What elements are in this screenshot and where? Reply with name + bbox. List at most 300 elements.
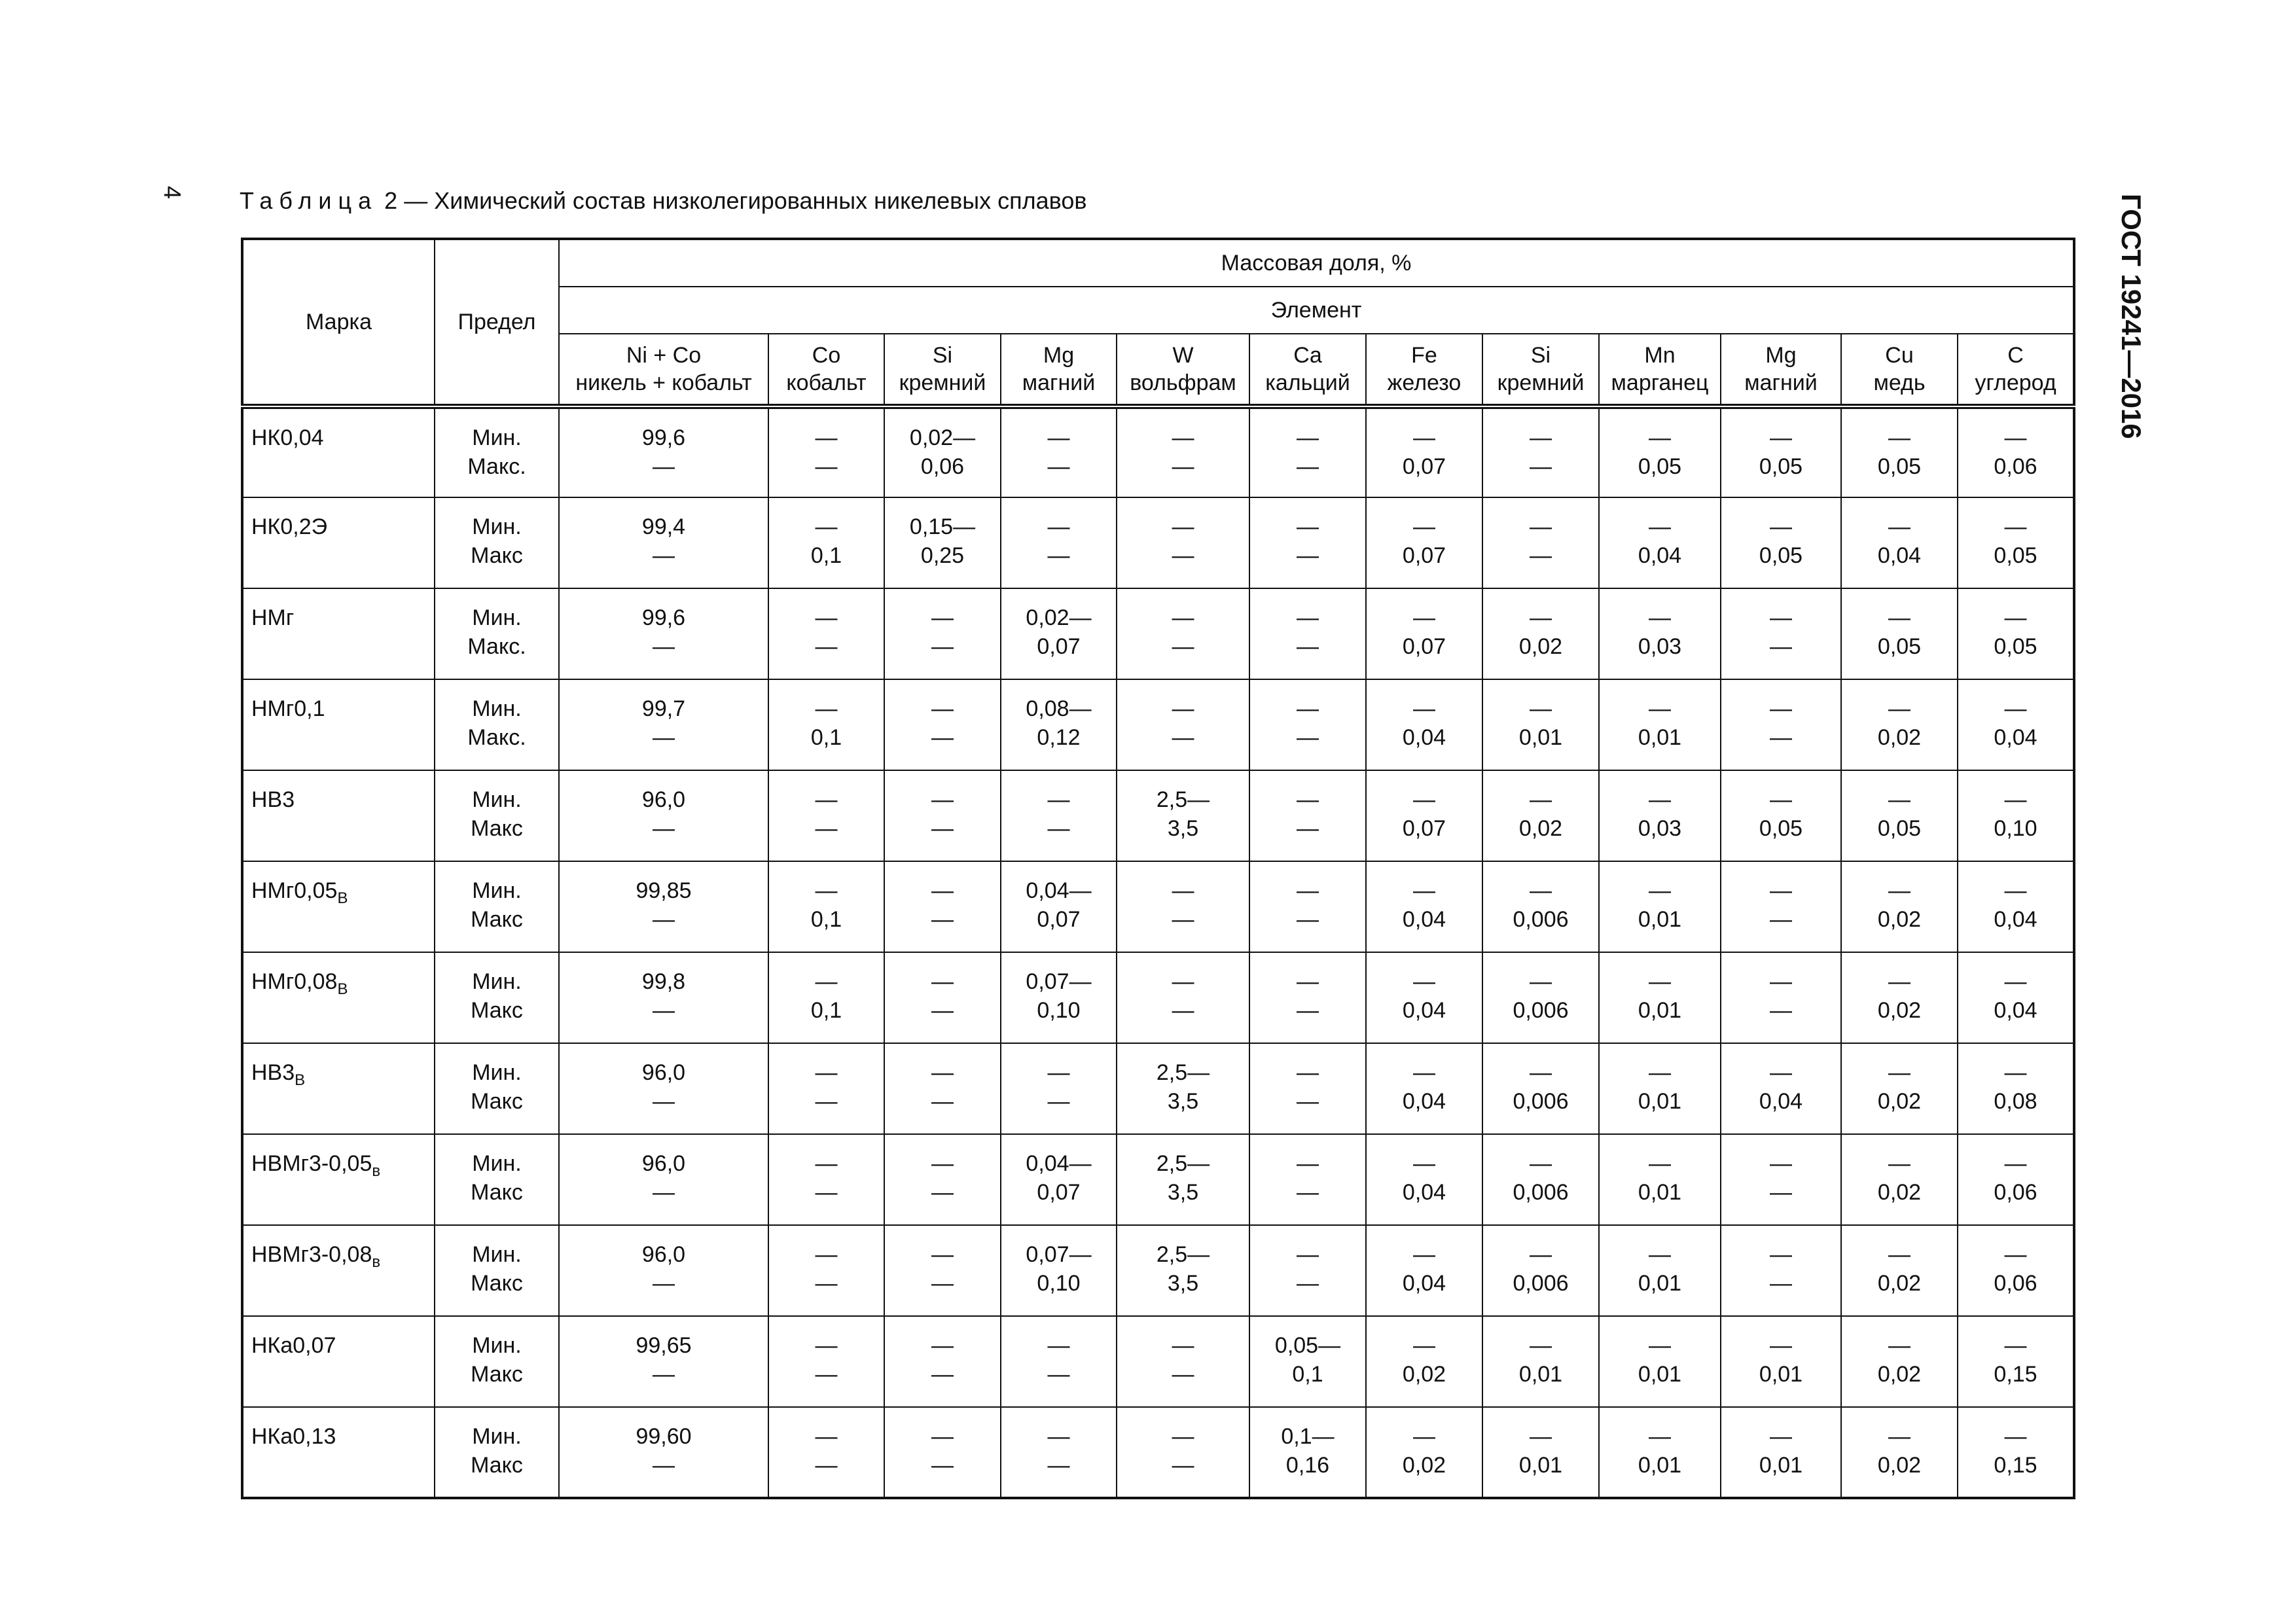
value-min: — [1770, 1060, 1792, 1085]
value-cell [1841, 770, 1958, 861]
value-cell [1841, 861, 1958, 952]
value-cell [1482, 861, 1599, 952]
value-min: — [1172, 605, 1194, 630]
value-cell [559, 1043, 768, 1134]
limit-cell [435, 679, 559, 770]
value-min: 96,0 [641, 1060, 686, 1085]
grade-name: НМг0,1 [251, 696, 325, 721]
value-max: 0,08 [1994, 1089, 2037, 1114]
value-min: — [1888, 605, 1910, 630]
value-max: 0,04 [1402, 998, 1446, 1023]
value-max: — [653, 998, 675, 1023]
value-max: 0,05 [1877, 816, 1922, 841]
element-symbol: Mn [1644, 343, 1676, 368]
header-element-column [1721, 334, 1841, 406]
header-mass-fraction: Массовая доля, % [559, 239, 2074, 287]
value-max: 0,07 [1402, 543, 1446, 568]
value-cell [1599, 1407, 1721, 1498]
value-max: — [931, 1453, 954, 1478]
value-max: 0,02 [1877, 1089, 1922, 1114]
value-max: — [815, 634, 838, 659]
limit-min-label: Мин. [472, 514, 522, 539]
value-max: 0,02 [1877, 1362, 1922, 1387]
value-min: — [1649, 1060, 1671, 1085]
value-cell [1366, 497, 1482, 588]
value-min: — [1297, 425, 1319, 450]
value-cell [559, 679, 768, 770]
value-cell [1841, 497, 1958, 588]
value-max: 0,04 [1402, 1180, 1446, 1205]
limit-min-label: Мин. [472, 696, 522, 721]
value-cell [884, 1043, 1001, 1134]
value-cell [559, 861, 768, 952]
value-max: — [653, 816, 675, 841]
value-cell [1001, 406, 1117, 497]
value-max: 0,05 [1759, 454, 1803, 479]
value-min: — [2004, 1333, 2027, 1358]
value-min: — [815, 514, 838, 539]
element-name: кобальт [786, 370, 867, 395]
value-max: — [815, 454, 838, 479]
table-row [242, 1407, 2074, 1498]
value-max: — [931, 1362, 954, 1387]
value-min: — [1413, 878, 1435, 903]
value-max: — [1297, 816, 1319, 841]
value-cell [1482, 1043, 1599, 1134]
grade-cell [242, 406, 435, 497]
value-min: — [1413, 425, 1435, 450]
value-max: 0,07 [1402, 816, 1446, 841]
value-min: — [1530, 1333, 1552, 1358]
value-max: 0,006 [1513, 1089, 1569, 1114]
value-min: — [2004, 787, 2027, 812]
value-cell [1599, 1134, 1721, 1225]
element-name: магний [1022, 370, 1096, 395]
value-cell [1366, 1225, 1482, 1316]
value-min: — [931, 605, 954, 630]
value-cell [1001, 679, 1117, 770]
value-cell [1249, 588, 1366, 679]
limit-cell [435, 497, 559, 588]
element-symbol: Co [812, 343, 841, 368]
value-max: — [653, 543, 675, 568]
value-max: 0,006 [1513, 1271, 1569, 1296]
limit-max-label: Макс [471, 907, 523, 932]
value-min: — [1770, 605, 1792, 630]
value-min: 0,1— [1281, 1424, 1335, 1449]
limit-min-label: Мин. [472, 969, 522, 994]
table-row [242, 952, 2074, 1043]
value-min: — [1413, 787, 1435, 812]
value-cell [559, 1225, 768, 1316]
value-min: — [1413, 605, 1435, 630]
value-max: 0,12 [1037, 725, 1081, 750]
value-cell [768, 406, 884, 497]
value-max: 0,01 [1638, 1362, 1682, 1387]
value-max: 0,02 [1402, 1453, 1446, 1478]
value-max: 0,05 [1759, 543, 1803, 568]
value-cell [884, 1225, 1001, 1316]
value-max: 0,02 [1877, 1180, 1922, 1205]
limit-cell [435, 770, 559, 861]
element-name: кремний [899, 370, 986, 395]
value-min: — [815, 969, 838, 994]
table-header [242, 239, 2074, 406]
value-min: 0,07— [1026, 1242, 1092, 1267]
value-cell [1482, 1134, 1599, 1225]
header-element-column [1958, 334, 2074, 406]
limit-cell [435, 1407, 559, 1498]
value-max: 0,006 [1513, 998, 1569, 1023]
value-cell [1958, 952, 2074, 1043]
value-cell [1599, 1225, 1721, 1316]
value-max: — [815, 1180, 838, 1205]
value-cell [1841, 1316, 1958, 1407]
value-max: 0,15 [1994, 1362, 2037, 1387]
value-cell [1958, 770, 2074, 861]
limit-max-label: Макс [471, 543, 523, 568]
grade-cell [242, 1407, 435, 1498]
value-min: — [1047, 425, 1070, 450]
value-cell [1366, 406, 1482, 497]
value-min: — [2004, 1060, 2027, 1085]
value-max: 0,07 [1402, 454, 1446, 479]
value-min: 0,04— [1026, 878, 1092, 903]
value-min: — [1649, 1424, 1671, 1449]
value-cell [1366, 679, 1482, 770]
value-max: 0,05 [1877, 634, 1922, 659]
value-max: — [931, 998, 954, 1023]
value-cell [884, 770, 1001, 861]
value-max: — [1047, 816, 1070, 841]
value-cell [1841, 588, 1958, 679]
value-cell [1599, 952, 1721, 1043]
value-max: — [1047, 454, 1070, 479]
value-max: 0,10 [1037, 998, 1081, 1023]
value-min: — [1047, 787, 1070, 812]
limit-max-label: Макс [471, 1362, 523, 1387]
value-min: — [1770, 425, 1792, 450]
table-row [242, 679, 2074, 770]
value-cell [1958, 679, 2074, 770]
value-max: 0,006 [1513, 907, 1569, 932]
value-cell [559, 1134, 768, 1225]
value-min: 0,07— [1026, 969, 1092, 994]
value-max: — [1770, 634, 1792, 659]
element-symbol: Fe [1411, 343, 1437, 368]
value-cell [1117, 497, 1249, 588]
value-min: — [1649, 696, 1671, 721]
element-name: вольфрам [1130, 370, 1236, 395]
value-cell [1117, 588, 1249, 679]
value-cell [1001, 1407, 1117, 1498]
value-min: — [815, 425, 838, 450]
value-max: — [1047, 1089, 1070, 1114]
limit-cell [435, 1225, 559, 1316]
value-max: — [931, 1271, 954, 1296]
value-min: — [815, 1424, 838, 1449]
value-cell [1001, 497, 1117, 588]
value-max: 0,04 [1402, 1271, 1446, 1296]
value-max: 0,10 [1037, 1271, 1081, 1296]
value-min: — [1297, 787, 1319, 812]
value-max: — [653, 907, 675, 932]
value-max: — [1297, 543, 1319, 568]
value-min: — [815, 878, 838, 903]
grade-cell [242, 770, 435, 861]
element-symbol: Cu [1885, 343, 1914, 368]
value-min: — [1297, 878, 1319, 903]
value-min: — [1888, 1151, 1910, 1176]
value-max: — [931, 816, 954, 841]
value-cell [1721, 952, 1841, 1043]
value-max: — [1297, 1089, 1319, 1114]
value-max: — [815, 816, 838, 841]
value-max: — [1297, 454, 1319, 479]
value-min: 0,08— [1026, 696, 1092, 721]
header-element-column [884, 334, 1001, 406]
composition-table [241, 238, 2075, 1499]
value-min: — [815, 1333, 838, 1358]
value-max: 0,05 [1877, 454, 1922, 479]
grade-name: НМг0,05 [251, 878, 338, 903]
value-min: — [931, 1060, 954, 1085]
value-cell [1721, 679, 1841, 770]
value-max: — [1172, 725, 1194, 750]
value-cell [1366, 952, 1482, 1043]
value-max: 0,04 [1402, 1089, 1446, 1114]
value-max: 0,006 [1513, 1180, 1569, 1205]
value-max: 0,04 [1402, 725, 1446, 750]
value-cell [1117, 406, 1249, 497]
grade-cell [242, 861, 435, 952]
limit-min-label: Мин. [472, 605, 522, 630]
value-max: 0,01 [1518, 1453, 1563, 1478]
value-min: — [2004, 425, 2027, 450]
value-min: — [1888, 1242, 1910, 1267]
value-cell [1958, 588, 2074, 679]
value-max: — [931, 907, 954, 932]
value-cell [1721, 1316, 1841, 1407]
value-cell [1599, 497, 1721, 588]
value-min: — [1770, 514, 1792, 539]
value-cell [1482, 1225, 1599, 1316]
value-max: 0,04 [1994, 907, 2037, 932]
header-grade: Марка [242, 239, 435, 406]
table-row [242, 1134, 2074, 1225]
value-max: 0,16 [1285, 1453, 1330, 1478]
value-cell [1001, 1316, 1117, 1407]
value-max: 0,04 [1877, 543, 1922, 568]
header-element-column [1841, 334, 1958, 406]
header-element-column [1366, 334, 1482, 406]
value-cell [1001, 588, 1117, 679]
value-max: 0,02 [1518, 634, 1563, 659]
value-max: — [1297, 998, 1319, 1023]
value-cell [559, 952, 768, 1043]
value-cell [884, 679, 1001, 770]
value-max: 0,01 [1638, 907, 1682, 932]
value-cell [1599, 588, 1721, 679]
value-cell [1366, 1407, 1482, 1498]
value-max: 0,07 [1402, 634, 1446, 659]
value-max: — [1047, 1362, 1070, 1387]
value-min: — [1770, 878, 1792, 903]
value-cell [1366, 1316, 1482, 1407]
value-cell [1721, 770, 1841, 861]
value-cell [559, 406, 768, 497]
value-min: — [1047, 514, 1070, 539]
value-cell [1482, 406, 1599, 497]
limit-cell [435, 588, 559, 679]
value-min: 99,4 [641, 514, 686, 539]
value-cell [1958, 1316, 2074, 1407]
value-max: — [1172, 454, 1194, 479]
grade-subscript: в [372, 1253, 381, 1271]
table-row [242, 1043, 2074, 1134]
value-cell [768, 679, 884, 770]
limit-max-label: Макс [471, 1180, 523, 1205]
value-min: — [1888, 878, 1910, 903]
value-cell [884, 1134, 1001, 1225]
value-min: 99,8 [641, 969, 686, 994]
grade-cell [242, 952, 435, 1043]
value-cell [1001, 770, 1117, 861]
value-cell [1249, 497, 1366, 588]
value-min: — [815, 1151, 838, 1176]
value-cell [1841, 1407, 1958, 1498]
value-cell [1721, 861, 1841, 952]
value-min: — [1172, 969, 1194, 994]
element-name: кальций [1265, 370, 1350, 395]
value-min: — [1770, 1424, 1792, 1449]
header-element-column [1001, 334, 1117, 406]
value-min: — [815, 1242, 838, 1267]
value-min: — [1530, 787, 1552, 812]
value-cell [768, 497, 884, 588]
header-limit: Предел [435, 239, 559, 406]
value-max: — [1172, 907, 1194, 932]
value-cell [884, 588, 1001, 679]
value-max: 0,04 [1638, 543, 1682, 568]
table-row [242, 861, 2074, 952]
value-cell [1366, 1134, 1482, 1225]
value-max: — [1297, 725, 1319, 750]
value-cell [1721, 588, 1841, 679]
value-max: 0,02 [1877, 998, 1922, 1023]
value-max: — [815, 1453, 838, 1478]
value-min: — [1649, 425, 1671, 450]
value-max: — [1770, 998, 1792, 1023]
value-min: — [1530, 1424, 1552, 1449]
header-element-column [559, 334, 768, 406]
value-cell [1001, 952, 1117, 1043]
value-min: — [1047, 1060, 1070, 1085]
value-cell [1482, 770, 1599, 861]
value-max: 0,05 [1638, 454, 1682, 479]
grade-cell [242, 1225, 435, 1316]
value-cell [1482, 1407, 1599, 1498]
value-min: — [1888, 969, 1910, 994]
value-max: — [653, 1453, 675, 1478]
value-min: — [931, 1333, 954, 1358]
value-max: — [653, 1180, 675, 1205]
value-max: 0,01 [1518, 1362, 1563, 1387]
limit-min-label: Мин. [472, 1060, 522, 1085]
value-min: 0,02— [909, 425, 976, 450]
value-max: 0,1 [1292, 1362, 1323, 1387]
value-cell [768, 1043, 884, 1134]
value-min: — [815, 696, 838, 721]
value-cell [1599, 1316, 1721, 1407]
value-cell [1117, 1225, 1249, 1316]
value-min: — [1530, 605, 1552, 630]
value-min: — [2004, 969, 2027, 994]
element-symbol: Ca [1293, 343, 1322, 368]
value-max: 0,10 [1994, 816, 2037, 841]
value-min: — [1297, 969, 1319, 994]
value-cell [1249, 1316, 1366, 1407]
value-cell [1249, 952, 1366, 1043]
grade-name: НВМг3-0,05 [251, 1151, 372, 1176]
value-cell [1482, 497, 1599, 588]
grade-cell [242, 1043, 435, 1134]
value-min: — [2004, 878, 2027, 903]
value-min: 99,7 [641, 696, 686, 721]
value-min: — [1888, 1424, 1910, 1449]
value-cell [1249, 1134, 1366, 1225]
value-min: — [1770, 1151, 1792, 1176]
limit-cell [435, 406, 559, 497]
value-min: — [931, 878, 954, 903]
value-cell [1721, 497, 1841, 588]
value-max: 0,02 [1518, 816, 1563, 841]
value-min: — [1413, 696, 1435, 721]
value-cell [1366, 770, 1482, 861]
table-row [242, 406, 2074, 497]
value-min: 0,04— [1026, 1151, 1092, 1176]
value-min: — [931, 969, 954, 994]
value-max: — [1297, 1271, 1319, 1296]
value-min: — [1047, 1333, 1070, 1358]
value-cell [1117, 861, 1249, 952]
value-cell [1366, 861, 1482, 952]
value-min: — [1413, 969, 1435, 994]
value-max: — [1172, 634, 1194, 659]
value-cell [1366, 1043, 1482, 1134]
value-min: — [1413, 1060, 1435, 1085]
value-min: — [1649, 969, 1671, 994]
value-max: 0,01 [1638, 1271, 1682, 1296]
value-max: — [1530, 543, 1552, 568]
value-max: — [1047, 1453, 1070, 1478]
value-cell [1841, 1043, 1958, 1134]
value-max: — [653, 1362, 675, 1387]
value-cell [768, 1407, 884, 1498]
grade-subscript: В [337, 980, 348, 998]
value-min: — [2004, 605, 2027, 630]
value-min: — [1649, 514, 1671, 539]
value-cell [559, 1407, 768, 1498]
caption-word: Таблица [240, 187, 378, 214]
value-min: — [1770, 696, 1792, 721]
value-min: — [1530, 514, 1552, 539]
value-min: — [1888, 425, 1910, 450]
grade-cell [242, 497, 435, 588]
value-cell [1117, 770, 1249, 861]
value-min: — [1888, 1333, 1910, 1358]
value-min: — [2004, 696, 2027, 721]
